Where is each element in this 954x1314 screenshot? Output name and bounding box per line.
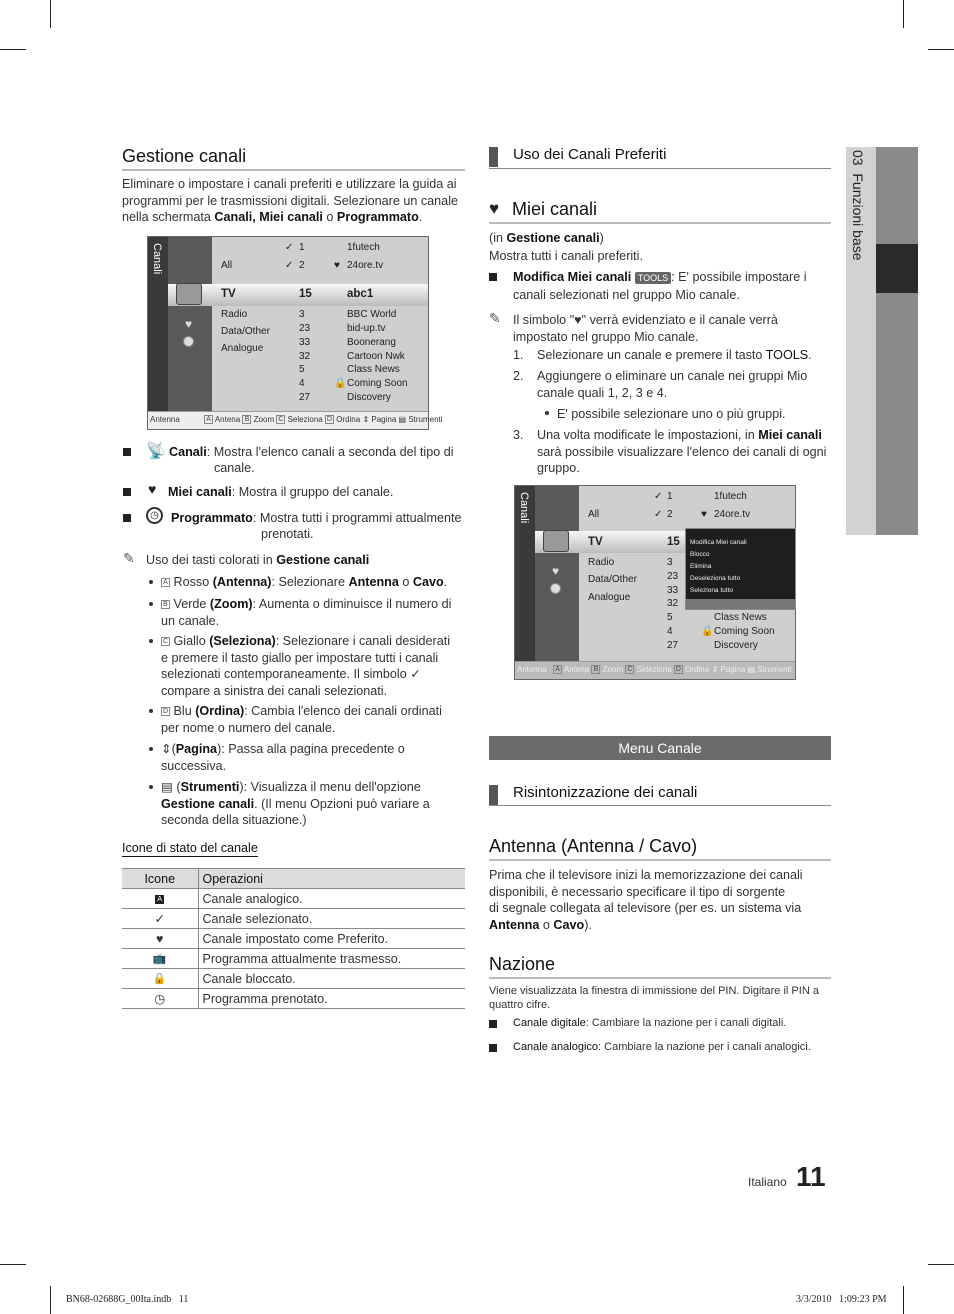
miei-canali-title: Miei canali <box>489 199 831 224</box>
screen-cat-analogue: Analogue <box>588 592 631 603</box>
screen-num: 4 <box>299 378 305 389</box>
check-icon: ✓ <box>654 509 663 520</box>
sub-giallo: C Giallo (Seleziona): Selezionare i canali desiderati e premere il tasto giallo per impostare tutti i canali selezionati contemporaneamente. Il simbolo ✓ compare a sinistra dei canali selezionati. <box>161 634 451 698</box>
screen-name: BBC World <box>347 309 397 320</box>
screen-num: 3 <box>667 557 673 568</box>
footer-file: BN68-02688G_00Ita.indb 11 <box>66 1294 189 1305</box>
screen-foot-item: D Ordina <box>326 415 361 424</box>
step-number: 1. <box>513 348 524 362</box>
step-number: 3. <box>513 428 524 442</box>
intro-paragraph <box>122 176 467 226</box>
lock-icon: 🔒 <box>122 969 198 989</box>
crop-mark <box>928 49 954 50</box>
screen-num: 27 <box>667 640 679 651</box>
antenna-paragraph: Prima che il televisore inizi la memorizzazione dei canali disponibili, è necessario specificare il tipo di sorgente di segnale collegata al televisore (per es. un sistema via Antenna o Cavo). <box>489 868 803 932</box>
screen-num: 3 <box>299 309 305 320</box>
screen-num: 23 <box>299 323 311 334</box>
screen-num: 1 <box>299 242 305 253</box>
sub-bullet <box>149 580 153 584</box>
page-number: 11 <box>796 1161 826 1192</box>
bullet <box>123 488 131 496</box>
icons-table <box>122 868 465 1009</box>
table-row <box>122 989 465 1009</box>
analog-icon: A <box>155 895 164 904</box>
menu-item[interactable]: Modifica Miei canali <box>690 539 747 546</box>
bullet <box>489 273 497 281</box>
risint-title: Risintonizzazione dei canali <box>513 784 698 801</box>
sub-strumenti: ▤ (Strumenti): Visualizza il menu dell'opzione Gestione canali. (Il menu Opzioni può variare a seconda della situazione.) <box>161 780 430 827</box>
menu-item[interactable]: Deseleziona tutto <box>690 575 741 582</box>
heart-icon: ♥ <box>148 481 157 497</box>
screen-foot-item: B Zoom <box>242 415 274 424</box>
note-pencil-icon: ✎ <box>489 310 501 326</box>
bullet <box>123 448 131 456</box>
screen-cat-radio: Radio <box>221 309 248 320</box>
table-head-cell: Operazioni <box>198 869 465 889</box>
note-colored-keys: Uso dei tasti colorati in Gestione canali <box>146 553 370 567</box>
section-rule <box>489 805 831 806</box>
table-row <box>122 889 465 909</box>
crop-mark <box>50 1286 51 1314</box>
screen-cat-data: Data/Other <box>588 574 637 585</box>
channel-icon <box>176 283 202 305</box>
text-bold: Canali, Miei canali <box>214 210 323 224</box>
clock-icon: ◷ <box>122 989 198 1009</box>
screen-name: 24ore.tv <box>714 509 751 520</box>
menu-item[interactable]: Seleziona tutto <box>690 587 734 594</box>
table-cell: Programma prenotato. <box>198 989 465 1009</box>
section-rule <box>489 168 831 169</box>
screen-name: 1futech <box>714 491 747 502</box>
screen-cat-analogue: Analogue <box>221 343 264 354</box>
screen-cat-tv: TV <box>588 536 603 548</box>
miei-canali-screenshot <box>514 485 796 680</box>
screen-name: Cartoon Nwk <box>347 351 405 362</box>
step-3: Una volta modificate le impostazioni, in Miei canali sarà possibile visualizzare l'elenco dei canali di ogni gruppo. <box>537 428 827 475</box>
screen-name: Discovery <box>347 392 391 403</box>
table-head-cell: Icone <box>122 869 198 889</box>
crop-mark <box>0 1264 26 1265</box>
icons-title: Icone di stato del canale <box>122 841 258 855</box>
table-cell: Programma attualmente trasmesso. <box>198 949 465 969</box>
heart-icon: ♥ <box>489 199 500 218</box>
crop-mark <box>0 49 26 50</box>
channel-icon <box>543 530 569 552</box>
bullet-miei-canali: Miei canali: Mostra il gruppo del canale. <box>168 485 394 499</box>
page-title: Gestione canali <box>122 146 465 171</box>
step-2-sub: E' possibile selezionare uno o più gruppi. <box>557 407 786 421</box>
nazione-title: Nazione <box>489 954 831 979</box>
heart-icon: ♥ <box>552 564 560 578</box>
crop-mark <box>903 0 904 28</box>
menu-item[interactable]: Elimina <box>690 563 712 570</box>
check-icon: ✓ <box>410 667 421 681</box>
step-1: Selezionare un canale e premere il tasto TOOLS. <box>537 348 812 362</box>
screen-foot-item: ⇕ Pagina <box>362 415 397 424</box>
channel-icon: 📡 <box>146 443 166 460</box>
channel-list-screenshot <box>147 236 443 430</box>
antenna-title: Antenna (Antenna / Cavo) <box>489 836 831 861</box>
screen-num: 2 <box>299 260 305 271</box>
heart-icon: ♥ <box>334 260 340 271</box>
screen-name: abc1 <box>347 288 374 300</box>
menu-canale-banner: Menu Canale <box>489 736 831 760</box>
screen-foot-item: A Antena <box>204 415 240 424</box>
side-tab-block <box>876 147 918 244</box>
screen-cat-all: All <box>221 260 233 271</box>
screen-footer: Antenna A Antena B Zoom C Seleziona D Ordina ⇕ Pagina ▤ Strumenti <box>515 661 795 679</box>
screen-num: 33 <box>667 585 679 596</box>
intro-line <box>122 209 467 226</box>
nazione-paragraph: Viene visualizzata la finestra di immissione del PIN. Digitare il PIN a quattro cifre. <box>489 985 819 1011</box>
intro-line: Eliminare o impostare i canali preferiti e utilizzare la guida ai <box>122 177 457 191</box>
bullet <box>489 1044 497 1052</box>
screen-foot-item: C Seleziona <box>278 415 323 424</box>
section-marker <box>489 785 498 805</box>
screen-foot-label: Antenna <box>150 415 180 424</box>
table-cell: Canale bloccato. <box>198 969 465 989</box>
nazione-bullet-analogico: Canale analogico: Cambiare la nazione per i canali analogici. <box>513 1041 811 1053</box>
screen-num: 15 <box>299 288 312 300</box>
bullet <box>123 514 131 522</box>
modifica-bullet: Modifica Miei canali TOOLS : E' possibile impostare i canali selezionati nel gruppo Mio canale. <box>513 270 807 302</box>
table-header <box>122 869 465 889</box>
sub-verde: B Verde (Zoom): Aumenta o diminuisce il numero di un canale. <box>161 597 452 628</box>
screen-num: 27 <box>299 392 311 403</box>
screen-name: Coming Soon <box>347 378 408 389</box>
screen-cat-data: Data/Other <box>221 326 270 337</box>
footer-language: Italiano <box>748 1175 787 1189</box>
text-bold: Programmato <box>336 210 419 224</box>
table-cell: Canale analogico. <box>198 889 465 909</box>
table-cell: Canale selezionato. <box>198 909 465 929</box>
crop-mark <box>50 0 51 28</box>
screen-name: bid-up.tv <box>347 323 386 334</box>
screen-name: 1futech <box>347 242 380 253</box>
side-tab-label: 03 Funzioni base <box>850 150 866 261</box>
screen-side-label: Canali <box>151 243 163 275</box>
sub-rosso: A Rosso (Antenna): Selezionare Antenna o Cavo. <box>161 574 466 591</box>
clock-icon <box>183 336 194 347</box>
screen-highlight-row <box>168 284 428 306</box>
side-tab-block <box>876 293 918 535</box>
screen-num: 33 <box>299 337 311 348</box>
screen-name: Class News <box>714 612 767 623</box>
screen-num: 2 <box>667 509 673 520</box>
tv-icon: 📺 <box>122 949 198 969</box>
check-icon: ✓ <box>285 242 294 253</box>
page-updown-icon: ⇕ <box>161 742 172 756</box>
table-row <box>122 909 465 929</box>
screen-num: 4 <box>667 626 673 637</box>
sub-bullet <box>149 709 153 713</box>
screen-sidebar: Canali <box>515 486 535 661</box>
screen-name: Class News <box>347 364 400 375</box>
note-pencil-icon: ✎ <box>123 550 135 566</box>
sub-bullet <box>149 747 153 751</box>
section-marker <box>489 147 498 167</box>
tools-icon: ▤ <box>161 780 173 794</box>
check-icon: ✓ <box>122 909 198 929</box>
screen-cat-all: All <box>588 509 600 520</box>
lock-icon: 🔒 <box>334 378 347 389</box>
note-simbolo: Il simbolo "♥" verrà evidenziato e il canale verrà impostato nel gruppo Mio canale. <box>513 313 778 344</box>
nazione-bullet-digitale: Canale digitale: Cambiare la nazione per i canali digitali. <box>513 1017 787 1029</box>
screen-num: 1 <box>667 491 673 502</box>
heart-icon: ♥ <box>701 509 707 520</box>
screen-name: Boonerang <box>347 337 396 348</box>
text: nella schermata <box>122 210 215 224</box>
screen-num: 32 <box>667 598 679 609</box>
sub-pagina: ⇕(Pagina): Passa alla pagina precedente o successiva. <box>161 742 405 773</box>
table-row <box>122 949 465 969</box>
side-tab-active <box>876 244 918 293</box>
crop-mark <box>928 1264 954 1265</box>
check-icon: ✓ <box>285 260 294 271</box>
section-title: Uso dei Canali Preferiti <box>513 146 667 163</box>
bullet-programmato-cont: prenotati. <box>261 527 314 541</box>
crop-mark <box>903 1286 904 1314</box>
sub-bullet <box>149 785 153 789</box>
tools-popup-menu <box>685 528 796 610</box>
bullet-canali: Canali: Mostra l'elenco canali a seconda del tipo di <box>169 445 454 459</box>
bullet-programmato: Programmato: Mostra tutti i programmi attualmente <box>171 511 462 525</box>
bullet <box>489 1020 497 1028</box>
screen-sidebar <box>148 237 168 411</box>
screen-num: 5 <box>667 612 673 623</box>
check-icon: ✓ <box>654 491 663 502</box>
sub-bullet <box>545 411 549 415</box>
tools-badge: TOOLS <box>635 272 671 284</box>
text: o <box>322 210 337 224</box>
screen-footer <box>148 411 443 429</box>
screen-name: Discovery <box>714 640 758 651</box>
heart-icon: ♥ <box>574 313 582 327</box>
lock-icon: 🔒 <box>701 626 714 637</box>
screen-num: 5 <box>299 364 305 375</box>
table-cell: Canale impostato come Preferito. <box>198 929 465 949</box>
sub-bullet <box>149 602 153 606</box>
heart-icon: ♥ <box>185 317 193 331</box>
step-number: 2. <box>513 369 524 383</box>
bullet-canali-cont: canale. <box>214 461 255 475</box>
heart-icon: ♥ <box>122 929 198 949</box>
screen-num: 23 <box>667 571 679 582</box>
screen-cat-tv: TV <box>221 288 236 300</box>
screen-cat-radio: Radio <box>588 557 615 568</box>
intro-line: programmi per le trasmissioni digitali. Selezionare un canale <box>122 193 458 208</box>
step-2: Aggiungere o eliminare un canale nei gruppi Mio canale quali 1, 2, 3 e 4. <box>537 369 808 400</box>
screen-num: 32 <box>299 351 311 362</box>
screen-name: 24ore.tv <box>347 260 384 271</box>
shows-text: Mostra tutti i canali preferiti. <box>489 249 643 263</box>
screen-foot-item: ▤ Strumenti <box>398 415 443 424</box>
table-row <box>122 969 465 989</box>
text: . <box>418 210 423 224</box>
clock-icon <box>550 583 561 594</box>
in-gestione: (in Gestione canali) <box>489 231 604 245</box>
timer-icon: ◷ <box>146 507 163 524</box>
screen-name: Coming Soon <box>714 626 775 637</box>
table-row <box>122 929 465 949</box>
sub-bullet <box>149 639 153 643</box>
menu-item[interactable]: Blocco <box>690 551 710 558</box>
footer-date: 3/3/2010 1:09:23 PM <box>796 1294 887 1305</box>
sub-blu: D Blu (Ordina): Cambia l'elenco dei canali ordinati per nome o numero del canale. <box>161 704 442 735</box>
screen-num: 15 <box>667 536 680 548</box>
